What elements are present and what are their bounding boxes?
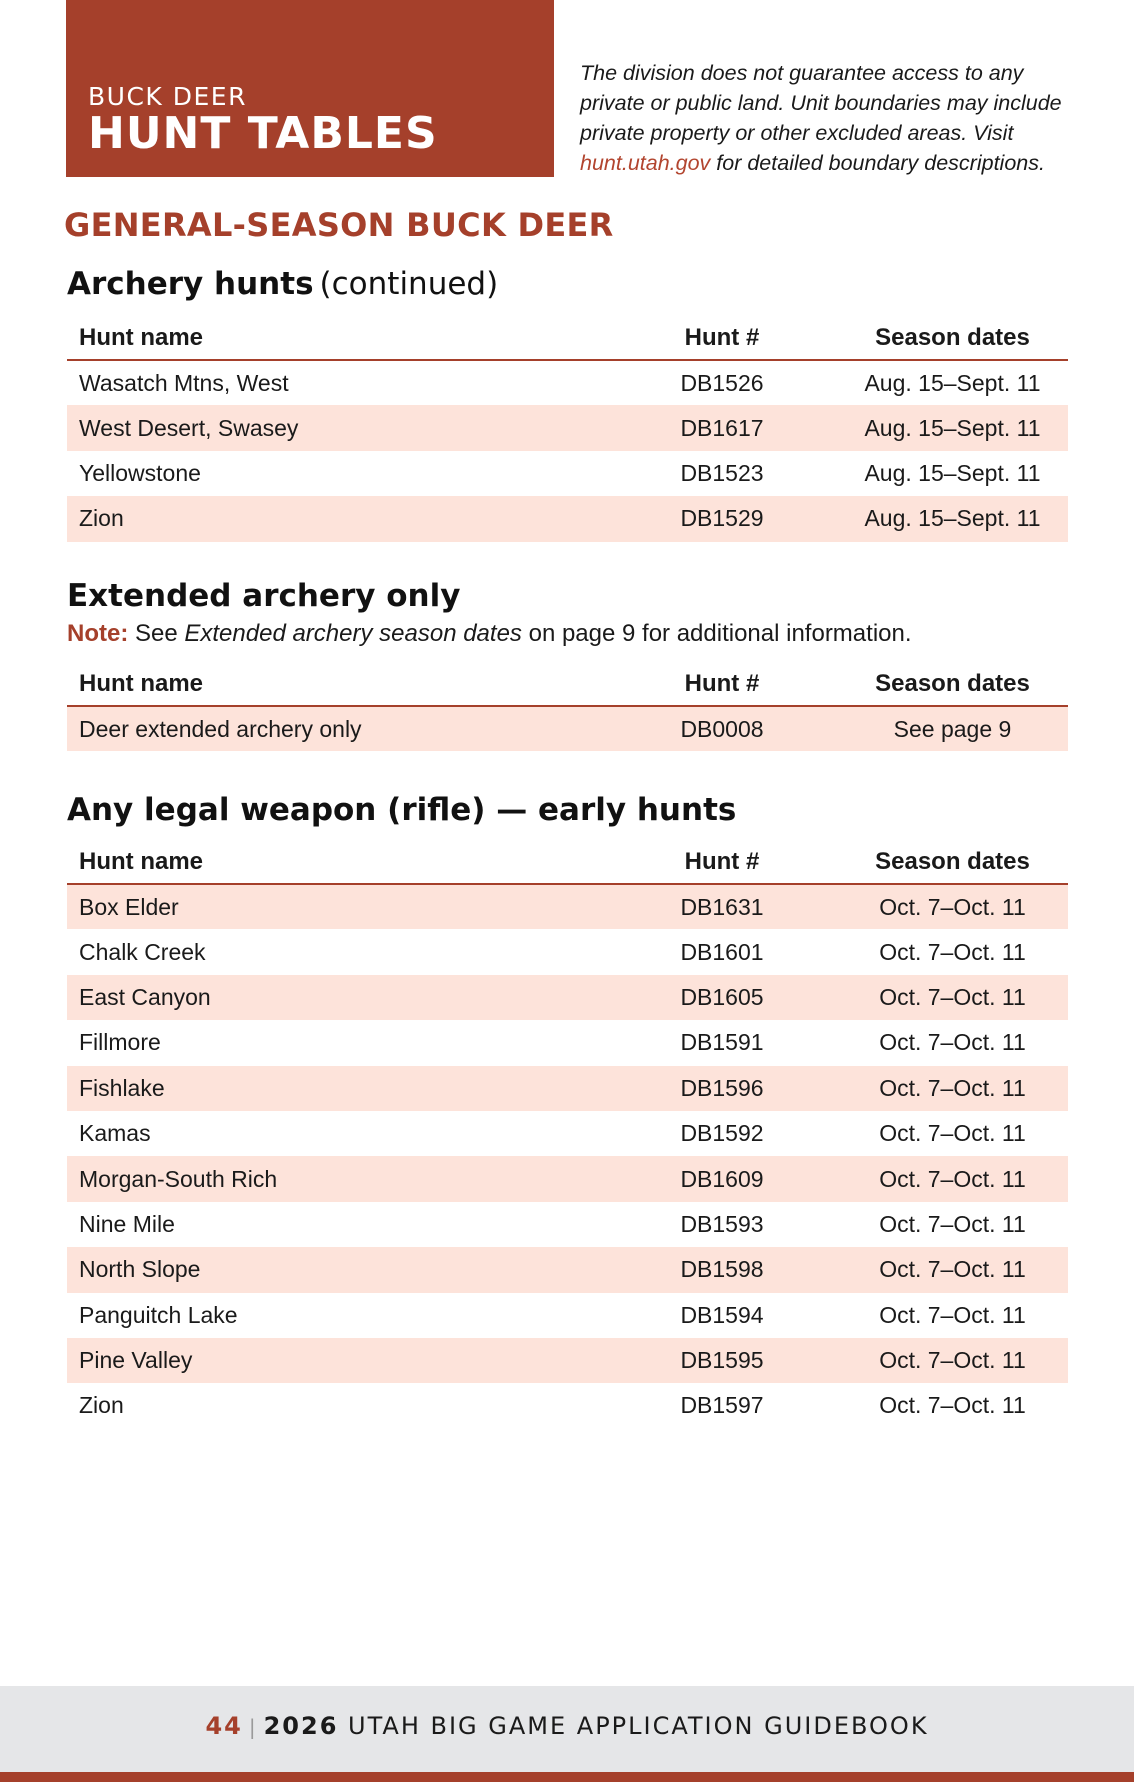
rifle-table <box>67 840 1068 1429</box>
archery-table <box>67 316 1068 542</box>
table-row <box>67 405 1068 450</box>
table-row <box>67 360 1068 405</box>
table-header-row <box>67 662 1068 706</box>
extended-rows <box>67 706 1068 751</box>
season-dates-cell: Oct. 7–Oct. 11 <box>879 1029 1026 1056</box>
hunt-number-cell: DB1593 <box>680 1210 764 1237</box>
page-number: 44 <box>205 1712 243 1740</box>
table-row <box>67 1020 1068 1065</box>
table-row <box>67 1383 1068 1428</box>
hunt-number-cell: DB1591 <box>680 1029 764 1056</box>
hunt-name-cell: Deer extended archery only <box>67 706 587 751</box>
archery-rows <box>67 360 1068 542</box>
table-row <box>67 496 1068 541</box>
table-row <box>67 451 1068 496</box>
season-dates-cell: Oct. 7–Oct. 11 <box>857 1338 1068 1383</box>
table-row <box>67 1156 1068 1201</box>
col-hunt-name: Hunt name <box>67 840 587 884</box>
header-subtitle: BUCK DEER <box>88 82 247 111</box>
hunt-number-cell: DB1592 <box>680 1120 764 1147</box>
hunt-number-cell: DB1596 <box>587 1066 857 1111</box>
hunt-name-cell: Fillmore <box>79 1029 161 1056</box>
season-dates-cell: Aug. 15–Sept. 11 <box>864 459 1041 486</box>
archery-continued: (continued) <box>319 266 499 302</box>
disclaimer-text-before: The division does not guarantee access to any private or public land. Unit boundaries may include private property or other excluded areas. Visit <box>580 61 1062 145</box>
hunt-number-cell: DB1523 <box>680 459 764 486</box>
hunt-number-cell: DB1529 <box>587 496 857 541</box>
col-season-dates: Season dates <box>857 840 1068 884</box>
hunt-number-cell: DB1597 <box>680 1392 764 1419</box>
hunt-name-cell: West Desert, Swasey <box>67 405 587 450</box>
hunt-name-cell: Box Elder <box>67 884 587 929</box>
season-dates-cell: Aug. 15–Sept. 11 <box>864 369 1041 396</box>
archery-heading-text: Archery hunts <box>67 266 314 302</box>
rifle-rows <box>67 884 1068 1429</box>
disclaimer-text-after: for detailed boundary descriptions. <box>710 151 1045 175</box>
table-header-row <box>67 316 1068 360</box>
table-row <box>67 929 1068 974</box>
hunt-name-cell: Morgan-South Rich <box>67 1156 587 1201</box>
season-dates-cell: Oct. 7–Oct. 11 <box>879 938 1026 965</box>
disclaimer <box>580 58 1080 178</box>
note-label: Note: <box>67 620 129 647</box>
extended-heading: Extended archery only <box>67 578 461 614</box>
hunt-name-cell: Zion <box>67 496 587 541</box>
archery-heading <box>67 266 498 302</box>
table-header-row <box>67 840 1068 884</box>
hunt-number-cell: DB1605 <box>587 975 857 1020</box>
table-row <box>67 884 1068 929</box>
col-hunt-number: Hunt # <box>587 840 857 884</box>
footer-title: UTAH BIG GAME APPLICATION GUIDEBOOK <box>348 1712 929 1740</box>
season-dates-cell: Oct. 7–Oct. 11 <box>879 1392 1026 1419</box>
hunt-name-cell: North Slope <box>67 1247 587 1292</box>
season-dates-cell: Aug. 15–Sept. 11 <box>857 405 1068 450</box>
footer-text <box>0 1712 1134 1740</box>
season-dates-cell: Oct. 7–Oct. 11 <box>879 1120 1026 1147</box>
note-text-before: See <box>128 620 185 647</box>
season-dates-cell: Oct. 7–Oct. 11 <box>857 1066 1068 1111</box>
season-dates-cell: Oct. 7–Oct. 11 <box>857 884 1068 929</box>
table-row <box>67 1202 1068 1247</box>
table-row <box>67 1066 1068 1111</box>
hunt-name-cell: Pine Valley <box>67 1338 587 1383</box>
col-hunt-number: Hunt # <box>587 316 857 360</box>
season-dates-cell: Oct. 7–Oct. 11 <box>857 975 1068 1020</box>
season-dates-cell: See page 9 <box>857 706 1068 751</box>
hunt-name-cell: Chalk Creek <box>79 938 206 965</box>
hunt-name-cell: Kamas <box>79 1120 151 1147</box>
season-dates-cell: Oct. 7–Oct. 11 <box>857 1156 1068 1201</box>
hunt-number-cell: DB1617 <box>587 405 857 450</box>
season-dates-cell: Oct. 7–Oct. 11 <box>857 1247 1068 1292</box>
note-emphasis: Extended archery season dates <box>184 620 522 647</box>
table-row <box>67 706 1068 751</box>
hunt-number-cell: DB0008 <box>587 706 857 751</box>
hunt-number-cell: DB1601 <box>680 938 764 965</box>
hunt-number-cell: DB1595 <box>587 1338 857 1383</box>
col-hunt-number: Hunt # <box>587 662 857 706</box>
season-dates-cell: Oct. 7–Oct. 11 <box>879 1301 1026 1328</box>
hunt-number-cell: DB1594 <box>680 1301 764 1328</box>
hunt-number-cell: DB1598 <box>587 1247 857 1292</box>
hunt-name-cell: East Canyon <box>67 975 587 1020</box>
header-block <box>66 0 554 177</box>
table-row <box>67 1247 1068 1292</box>
col-season-dates: Season dates <box>857 316 1068 360</box>
hunt-utah-link[interactable]: hunt.utah.gov <box>580 151 711 175</box>
hunt-name-cell: Fishlake <box>67 1066 587 1111</box>
hunt-number-cell: DB1526 <box>680 369 764 396</box>
hunt-name-cell: Wasatch Mtns, West <box>79 369 289 396</box>
footer-separator: | <box>248 1715 258 1739</box>
season-dates-cell: Oct. 7–Oct. 11 <box>879 1210 1026 1237</box>
col-season-dates: Season dates <box>857 662 1068 706</box>
table-row <box>67 1338 1068 1383</box>
table-row <box>67 1293 1068 1338</box>
col-hunt-name: Hunt name <box>67 662 587 706</box>
hunt-number-cell: DB1609 <box>587 1156 857 1201</box>
hunt-name-cell: Zion <box>79 1392 124 1419</box>
footer-year: 2026 <box>263 1712 339 1740</box>
note-text-after: on page 9 for additional information. <box>521 620 912 647</box>
season-dates-cell: Aug. 15–Sept. 11 <box>857 496 1068 541</box>
table-row <box>67 975 1068 1020</box>
hunt-name-cell: Yellowstone <box>79 459 201 486</box>
hunt-name-cell: Panguitch Lake <box>79 1301 238 1328</box>
rifle-heading: Any legal weapon (rifle) — early hunts <box>67 792 737 828</box>
extended-table <box>67 662 1068 751</box>
hunt-number-cell: DB1631 <box>587 884 857 929</box>
extended-note <box>67 620 912 648</box>
col-hunt-name: Hunt name <box>67 316 587 360</box>
header-title: HUNT TABLES <box>88 108 438 159</box>
footer-bar <box>0 1772 1134 1782</box>
section-heading: GENERAL-SEASON BUCK DEER <box>64 206 614 244</box>
hunt-name-cell: Nine Mile <box>79 1210 175 1237</box>
table-row <box>67 1111 1068 1156</box>
